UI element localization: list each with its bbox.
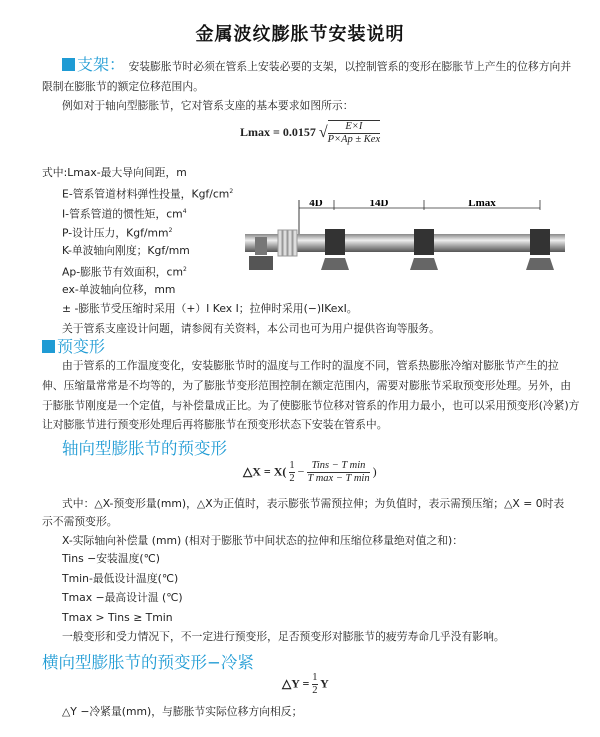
dim-label-lmax: Lmax xyxy=(468,200,496,209)
half-fraction xyxy=(312,672,317,697)
axial-line-4: Tins −安装温度(℃) xyxy=(62,552,160,565)
def-ap-text: Ap-膨胀节有效面积，cm xyxy=(62,265,183,279)
square-bullet-icon xyxy=(62,58,75,71)
axial-line-3: X-实际轴向补偿量 (mm) (相对于膨胀节中间状态的拉伸和压缩位移量绝对值之和)： xyxy=(62,534,463,547)
sup: 2 xyxy=(182,266,187,273)
def-ex: ex-单波轴向位移，mm xyxy=(62,283,176,296)
denominator: 2 xyxy=(312,685,318,696)
axial-line-7: Tmax > Tins ≥ Tmin xyxy=(62,611,173,624)
support-line-2: 限制在膨胀节的额定位移范围内。 xyxy=(42,80,204,93)
lateral-line: △Y −冷紧量(mm)，与膨胀节实际位移方向相反； xyxy=(62,705,303,718)
sup: 2 xyxy=(168,227,173,234)
axial-line-5: Tmin-最低设计温度(℃) xyxy=(62,572,179,585)
formula-fraction xyxy=(328,120,381,146)
formula-lhs: △X = X( xyxy=(243,464,287,479)
def-pm: ± -膨胀节受压缩时采用（+）I Kex I；拉伸时采用(−)IKexI。 xyxy=(62,302,358,315)
def-p-text: P-设计压力，Kgf/mm xyxy=(62,226,169,240)
minus: − xyxy=(297,464,305,479)
def-e xyxy=(62,185,233,202)
predeform-para-2: 伸、压缩量常常是不均等的，为了膨胀节变形范围控制在额定范围内，需要对膨胀节采取预变形处理。另外，由 xyxy=(42,379,572,392)
numerator: Tins − T min xyxy=(307,460,369,473)
page-title: 金属波纹膨胀节安装说明 xyxy=(195,24,405,45)
def-p xyxy=(62,224,172,241)
formula-denominator: P×Ap ± Kex xyxy=(327,134,381,145)
sqrt-sign: √ xyxy=(318,124,328,141)
def-ap xyxy=(62,263,187,280)
def-e-text: E-管系管道材料弹性投量，Kgf/cm xyxy=(62,187,230,201)
predeform-para-1: 由于管系的工作温度变化，安装膨胀节时的温度与工作时的温度不同，管系热膨胀冷缩对膨胀节产生的拉 xyxy=(62,359,559,372)
predeform-heading xyxy=(42,334,105,357)
axial-line-1: 式中：△X-预变形量(mm)，△X为正值时，表示膨张节需预拉伸；为负值时，表示需预压缩；△X = 0时表 xyxy=(62,497,565,510)
def-lmax: 式中:Lmax-最大导向间距，m xyxy=(42,166,187,179)
support-heading-text: 支架： xyxy=(77,55,126,74)
axial-heading: 轴向型膨胀节的预变形 xyxy=(62,439,227,458)
dim-label-4d: 4D xyxy=(309,200,323,209)
numerator: 1 xyxy=(312,672,318,683)
axial-line-2: 示不需预变形。 xyxy=(42,515,118,528)
axial-line-6: Tmax −最高设计温 (℃) xyxy=(62,591,183,604)
fixed-support xyxy=(255,237,267,255)
denominator: T max − T min xyxy=(307,473,370,484)
lateral-formula xyxy=(282,672,329,697)
support-heading xyxy=(62,55,125,74)
def-k: K-单波轴向刚度；Kgf/mm xyxy=(62,244,190,257)
formula-lhs: △Y = xyxy=(282,676,310,691)
formula-lhs: Lmax = 0.0157 xyxy=(240,124,316,139)
support-line-1: 安装膨胀节时必须在管系上安装必要的支架，以控制管系的变形在膨胀节上产生的位移方向并 xyxy=(128,60,572,73)
fixed-support-base xyxy=(249,256,273,270)
lateral-heading: 横向型膨胀节的预变形−冷紧 xyxy=(42,653,254,672)
dim-label-14d: 14D xyxy=(369,200,389,209)
sup: 4 xyxy=(182,208,187,215)
square-bullet-icon xyxy=(42,340,55,353)
support-intro xyxy=(62,55,572,74)
bellows-icon xyxy=(278,230,297,256)
formula-numerator: E×I xyxy=(328,121,381,134)
lmax-formula xyxy=(240,120,380,146)
support-line-3: 例如对于轴向型膨胀节，它对管系支座的基本要求如图所示： xyxy=(62,99,354,112)
sup: 2 xyxy=(229,188,234,195)
close-paren: ) xyxy=(372,464,377,479)
formula-rhs: Y xyxy=(320,676,329,691)
axial-formula xyxy=(243,460,377,485)
predeform-para-4: 让对膨胀节进行预变形处理后再将膨胀节在预变形状态下安装在管系中。 xyxy=(42,418,388,431)
support-note: 关于管系支座设计问题，请参阅有关资料，本公司也可为用户提供咨询等服务。 xyxy=(62,322,440,335)
predeform-para-3: 于膨胀节刚度是一个定值，与补偿量成正比。为了使膨胀节位移对管系的作用力最小，也可以采用预变形(冷紧)方 xyxy=(42,399,580,412)
denominator: 2 xyxy=(289,473,295,484)
temp-fraction xyxy=(307,460,369,485)
support-diagram xyxy=(245,200,570,280)
predeform-heading-text: 预变形 xyxy=(57,337,106,356)
axial-line-8: 一般变形和受力情况下，不一定进行预变形，足否预变形对膨胀节的疲劳寿命几乎没有影响。 xyxy=(62,630,505,643)
def-i-text: I-管系管道的惯性矩，cm xyxy=(62,207,183,221)
numerator: 1 xyxy=(289,460,295,471)
def-i xyxy=(62,205,187,222)
half-fraction xyxy=(289,460,294,485)
